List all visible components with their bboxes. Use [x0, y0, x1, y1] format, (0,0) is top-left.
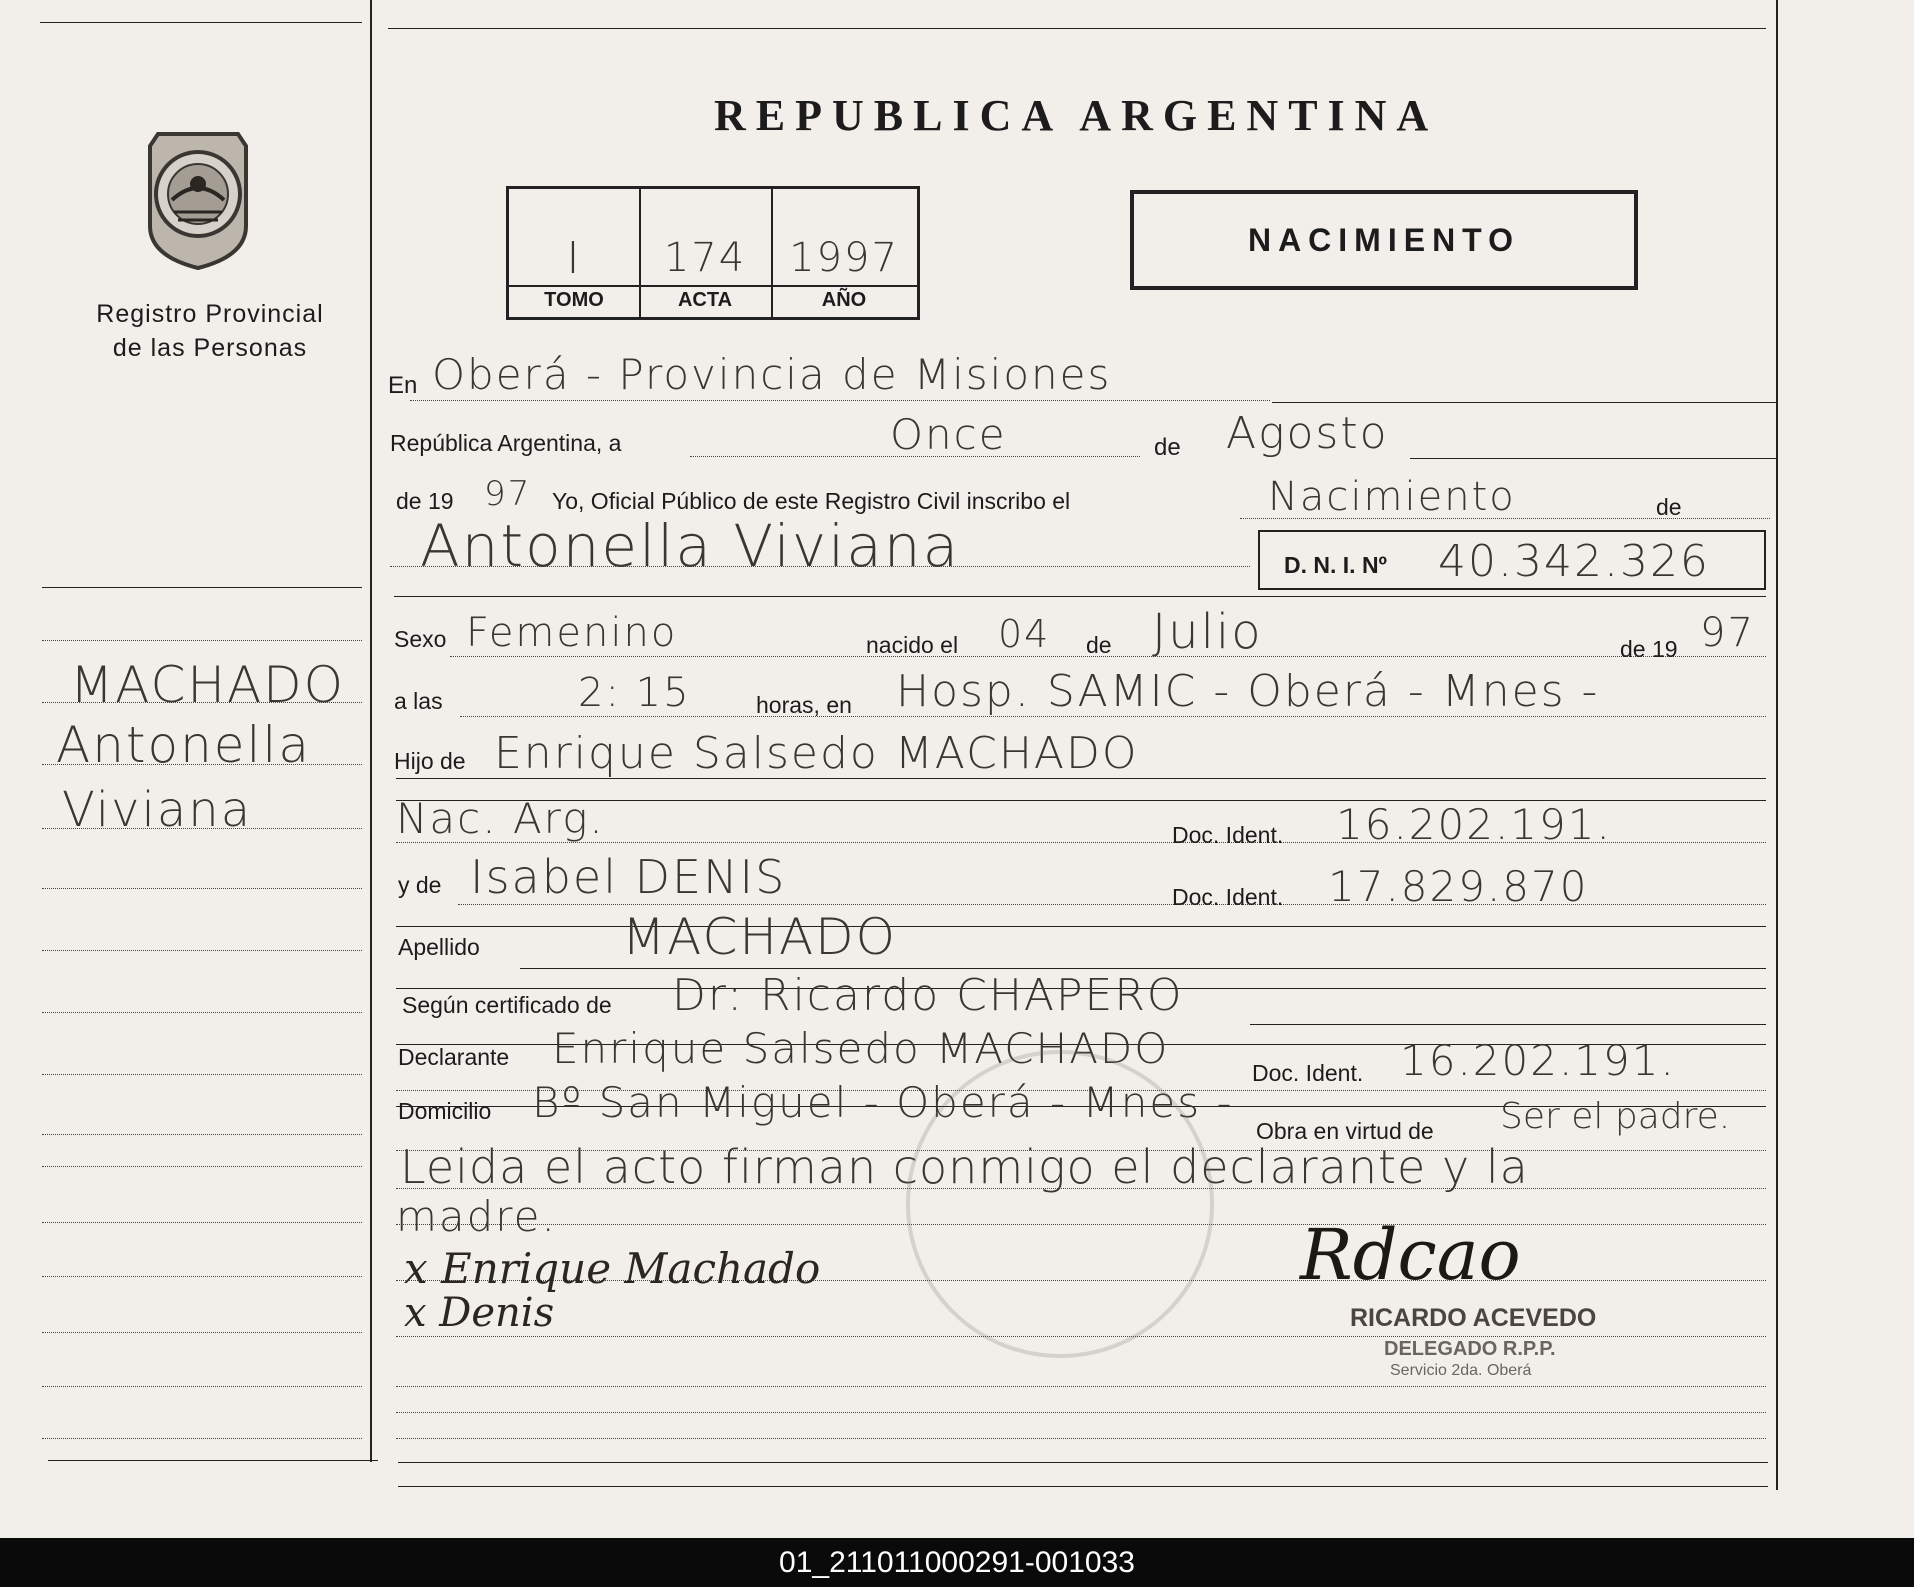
madre-doc-label: Doc. Ident. [1172, 884, 1284, 910]
margin-dots [42, 1276, 362, 1277]
de-label: de [1154, 434, 1181, 461]
doc-type-box [1130, 190, 1638, 290]
signature-1: x Enrique Machado [404, 1244, 821, 1293]
child-name: Antonella Viviana [420, 512, 961, 580]
bottom-rule-right [398, 1462, 1768, 1463]
nacido-month: Julio [1152, 604, 1263, 660]
bottom-rule-left [48, 1460, 378, 1461]
month-value: Agosto [1226, 408, 1389, 459]
obra-value: Ser el padre. [1500, 1096, 1731, 1137]
registry-line-1: Registro Provincial [96, 300, 324, 328]
declarante-doc-label: Doc. Ident. [1252, 1060, 1364, 1086]
yde-label: y de [398, 872, 442, 898]
leida-line-1: Leida el acto firman conmigo el declarante y la [400, 1140, 1529, 1194]
official-title: DELEGADO R.P.P. [1384, 1338, 1556, 1360]
declarante-value: Enrique Salsedo MACHADO [552, 1024, 1170, 1073]
declarante-doc-value: 16.202.191. [1400, 1036, 1676, 1085]
margin-dots [42, 1012, 362, 1013]
margin-dots [42, 1332, 362, 1333]
country-title: REPUBLICA ARGENTINA [714, 91, 1439, 140]
horas-label: horas, en [756, 692, 852, 718]
margin-dots [42, 888, 362, 889]
padre-doc-value: 16.202.191. [1336, 800, 1612, 849]
margin-dots [42, 640, 362, 641]
acta-label: ACTA [677, 289, 733, 311]
apellido-label: Apellido [398, 934, 480, 960]
margin-surname: MACHADO [70, 656, 346, 714]
acto-value: Nacimiento [1268, 474, 1516, 520]
margin-dots [42, 1134, 362, 1135]
hora-value: 2: 15 [578, 670, 691, 716]
anio-value: 1997 [789, 235, 899, 281]
record-box [506, 186, 920, 320]
en-label: En [388, 372, 418, 399]
segun-label: Según certificado de [402, 992, 612, 1018]
seal-icon [134, 116, 262, 272]
center-divider [370, 0, 372, 1462]
top-rule-left [40, 22, 362, 23]
domicilio-value: Bº San Miguel - Oberá - Mnes - [532, 1078, 1234, 1127]
margin-given-1: Antonella [56, 716, 311, 774]
segun-value: Dr: Ricardo CHAPERO [672, 970, 1184, 1021]
padre-nac-value: Nac. Arg. [396, 794, 605, 843]
margin-dots [42, 1386, 362, 1387]
domicilio-label: Domicilio [398, 1098, 492, 1124]
official-signature: Rdcao [1300, 1214, 1521, 1296]
nacido-label: nacido el [866, 632, 959, 658]
nacido-day: 04 [998, 612, 1051, 656]
en-value: Oberá - Provincia de Misiones [432, 350, 1112, 399]
lugar-value: Hosp. SAMIC - Oberá - Mnes - [896, 666, 1600, 717]
nacido-year-label: de 19 [1620, 636, 1678, 662]
tomo-label: TOMO [544, 289, 604, 311]
nacido-year: 97 [1700, 610, 1755, 656]
sexo-value: Femenino [466, 610, 678, 656]
official-name: RICARDO ACEVEDO [1350, 1304, 1597, 1332]
tomo-value: I [566, 233, 582, 284]
dni-box [1258, 530, 1766, 590]
right-border [1776, 0, 1778, 1490]
left-section-rule [42, 587, 362, 588]
obra-label: Obra en virtud de [1256, 1118, 1434, 1144]
sexo-label: Sexo [394, 626, 447, 652]
doc-type-label: NACIMIENTO [1247, 222, 1521, 258]
margin-dots [42, 1438, 362, 1439]
madre-value: Isabel DENIS [470, 850, 787, 904]
republica-label: República Argentina, a [390, 430, 622, 456]
top-rule-right [388, 28, 1766, 29]
margin-dots [42, 1166, 362, 1167]
nacido-de: de [1086, 632, 1112, 658]
padre-doc-label: Doc. Ident. [1172, 822, 1284, 848]
hijo-label: Hijo de [394, 748, 466, 774]
year-suffix: 97 [484, 474, 532, 514]
anio-label: AÑO [821, 289, 867, 311]
dni-label: D. N. I. Nº [1284, 552, 1387, 578]
de-label-2: de [1656, 494, 1682, 520]
leida-line-2: madre. [396, 1192, 557, 1241]
margin-given-2: Viviana [62, 782, 253, 838]
apellido-value: MACHADO [622, 908, 898, 966]
day-value: Once [890, 410, 1007, 459]
oficial-text: Yo, Oficial Público de este Registro Civil inscribo el [552, 488, 1071, 514]
dni-value: 40.342.326 [1438, 536, 1710, 587]
bottom-rule-right-2 [398, 1486, 1768, 1487]
margin-dots [42, 950, 362, 951]
year-prefix: de 19 [396, 488, 454, 514]
stamp-circle [906, 1050, 1214, 1358]
footer-code: 01_211011000291-001033 [0, 1538, 1914, 1587]
padre-value: Enrique Salsedo MACHADO [494, 728, 1139, 779]
margin-dots [42, 1074, 362, 1075]
margin-dots [42, 1222, 362, 1223]
registry-line-2: de las Personas [112, 334, 308, 362]
alas-label: a las [394, 688, 443, 714]
signature-2: x Denis [404, 1290, 555, 1336]
declarante-label: Declarante [398, 1044, 510, 1070]
acta-value: 174 [663, 235, 747, 281]
madre-doc-value: 17.829.870 [1328, 862, 1589, 911]
official-office: Servicio 2da. Oberá [1390, 1362, 1532, 1379]
